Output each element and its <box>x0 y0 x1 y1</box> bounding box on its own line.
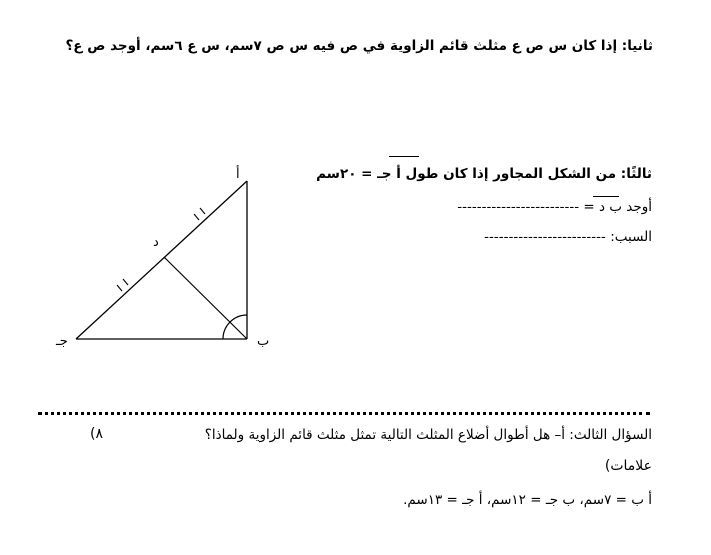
marks-count: (٨ <box>90 426 103 442</box>
label-d: د <box>153 235 159 250</box>
side-aj <box>76 181 247 339</box>
label-b: ب <box>257 334 270 349</box>
tick-mark <box>194 214 199 220</box>
question-3-suffix: = ٢٠سم <box>316 166 378 182</box>
segment-bd: ب د <box>598 199 622 215</box>
section-divider <box>38 412 650 415</box>
find-equals: = <box>579 199 599 215</box>
marks-word: علامات) <box>604 458 652 474</box>
tick-mark <box>200 208 205 214</box>
label-j: جـ <box>56 334 68 349</box>
third-question-text: السؤال الثالث: أ– هل أطوال أضلاع المثلث التالية تمثل مثلث قائم الزاوية ولماذا؟ <box>204 427 652 443</box>
answer-dashes: ------------------------- <box>457 199 580 215</box>
segment-ag: أ جـ <box>377 166 401 182</box>
tick-mark <box>123 279 128 285</box>
reason-dashes: ------------------------- <box>484 229 606 245</box>
question-3-prefix: ثالثًا: من الشكل المجاور إذا كان طول <box>400 166 652 182</box>
find-prefix: أوجد <box>622 199 652 215</box>
segment-bd-line <box>164 257 247 339</box>
triangle-sides-text: أ ب = ٧سم، ب جـ = ١٢سم، أ جـ = ١٣سم. <box>403 492 652 508</box>
tick-mark <box>117 285 122 291</box>
question-2-text: ثانيا: إذا كان س ص ع مثلث قائم الزاوية في ص فيه س ص ٧سم، س ع ٦سم، أوجد ص ع؟ <box>65 38 653 54</box>
label-a: أ <box>236 167 240 182</box>
reason-label: السبب: <box>605 229 652 245</box>
